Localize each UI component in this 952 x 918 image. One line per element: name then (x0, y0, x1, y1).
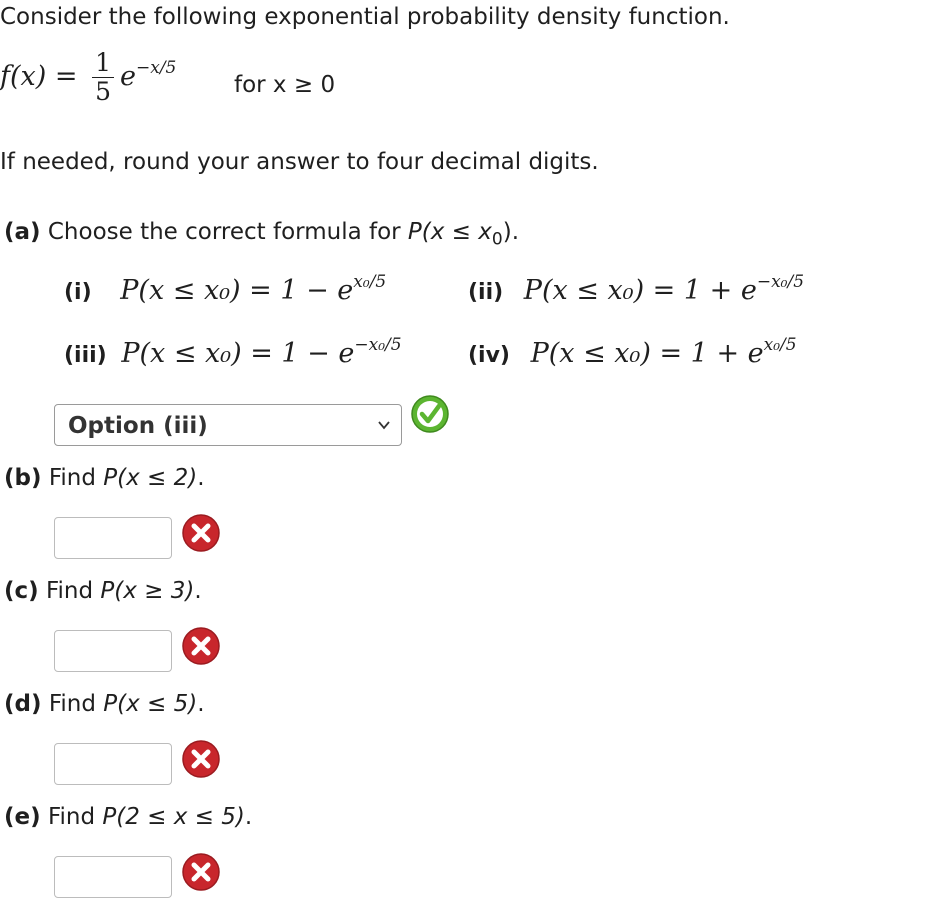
option-ii-exponent: −x₀/5 (756, 272, 805, 292)
chevron-down-icon (377, 418, 391, 432)
part-e-prompt-expr: P(2 ≤ x ≤ 5) (102, 804, 245, 830)
x-mark-icon (181, 513, 221, 553)
part-c-prompt-post: . (194, 578, 202, 604)
part-b-prompt-pre: Find (48, 465, 104, 491)
part-d-prompt-expr: P(x ≤ 5) (103, 691, 198, 717)
part-a-prompt-pre: Choose the correct formula for (47, 219, 408, 245)
pdf-formula (0, 49, 176, 106)
part-c-answer-input[interactable] (54, 630, 172, 672)
pdf-equals: = (54, 61, 78, 92)
part-d-prompt (4, 691, 205, 717)
pdf-exponent: −x/5 (136, 58, 177, 78)
option-iv-label: (iv) (468, 343, 510, 368)
part-e-prompt-post: . (244, 804, 253, 830)
option-ii (468, 272, 805, 306)
option-iv-exponent: x₀/5 (763, 335, 797, 355)
part-c-prompt (4, 578, 202, 604)
option-iii-exponent: −x₀/5 (354, 335, 402, 355)
option-iv (468, 335, 797, 369)
option-iii-formula: P(x ≤ x₀) = 1 − e (121, 338, 355, 369)
option-iv-formula: P(x ≤ x₀) = 1 + e (530, 338, 764, 369)
option-i (64, 272, 387, 306)
pdf-numerator: 1 (92, 49, 114, 78)
part-b-answer-input[interactable] (54, 517, 172, 559)
option-i-label: (i) (64, 280, 92, 305)
pdf-condition: for x ≥ 0 (234, 72, 336, 98)
intro-text: Consider the following exponential probability density function. (0, 4, 730, 30)
option-ii-label: (ii) (468, 280, 504, 305)
pdf-lhs: f(x) (0, 61, 47, 92)
x-mark-icon (181, 739, 221, 779)
part-d-prompt-post: . (197, 691, 205, 717)
part-a-prompt-post: ). (502, 219, 520, 245)
part-c-prompt-expr: P(x ≥ 3) (100, 578, 195, 604)
part-b-prompt (4, 465, 205, 491)
part-b-prompt-post: . (197, 465, 205, 491)
x-mark-icon (181, 626, 221, 666)
option-ii-formula: P(x ≤ x₀) = 1 + e (523, 275, 757, 306)
option-i-formula: P(x ≤ x₀) = 1 − e (120, 275, 354, 306)
part-d-label: (d) (4, 691, 42, 717)
part-c-label: (c) (4, 578, 39, 604)
pdf-fraction (92, 49, 114, 106)
part-a-prompt-sub: 0 (491, 229, 503, 250)
x-mark-icon (181, 852, 221, 892)
part-a-selected-value: Option (iii) (68, 413, 208, 439)
part-c-prompt-pre: Find (45, 578, 101, 604)
part-e-prompt-pre: Find (47, 804, 103, 830)
part-e-prompt (4, 804, 252, 830)
part-a-prompt (4, 219, 519, 250)
part-e-answer-input[interactable] (54, 856, 172, 898)
option-iii (64, 335, 402, 369)
option-i-exponent: x₀/5 (353, 272, 387, 292)
part-d-answer-input[interactable] (54, 743, 172, 785)
option-iii-label: (iii) (64, 343, 107, 368)
pdf-base: e (120, 61, 136, 92)
rounding-note: If needed, round your answer to four decimal digits. (0, 149, 599, 175)
part-b-label: (b) (4, 465, 42, 491)
part-b-prompt-expr: P(x ≤ 2) (103, 465, 198, 491)
pdf-denominator: 5 (95, 77, 112, 106)
part-a-label: (a) (4, 219, 41, 245)
part-d-prompt-pre: Find (48, 691, 104, 717)
part-a-prompt-expr: P(x ≤ x (407, 219, 492, 245)
part-e-label: (e) (4, 804, 41, 830)
part-a-select[interactable] (54, 404, 402, 446)
check-icon (410, 394, 450, 434)
